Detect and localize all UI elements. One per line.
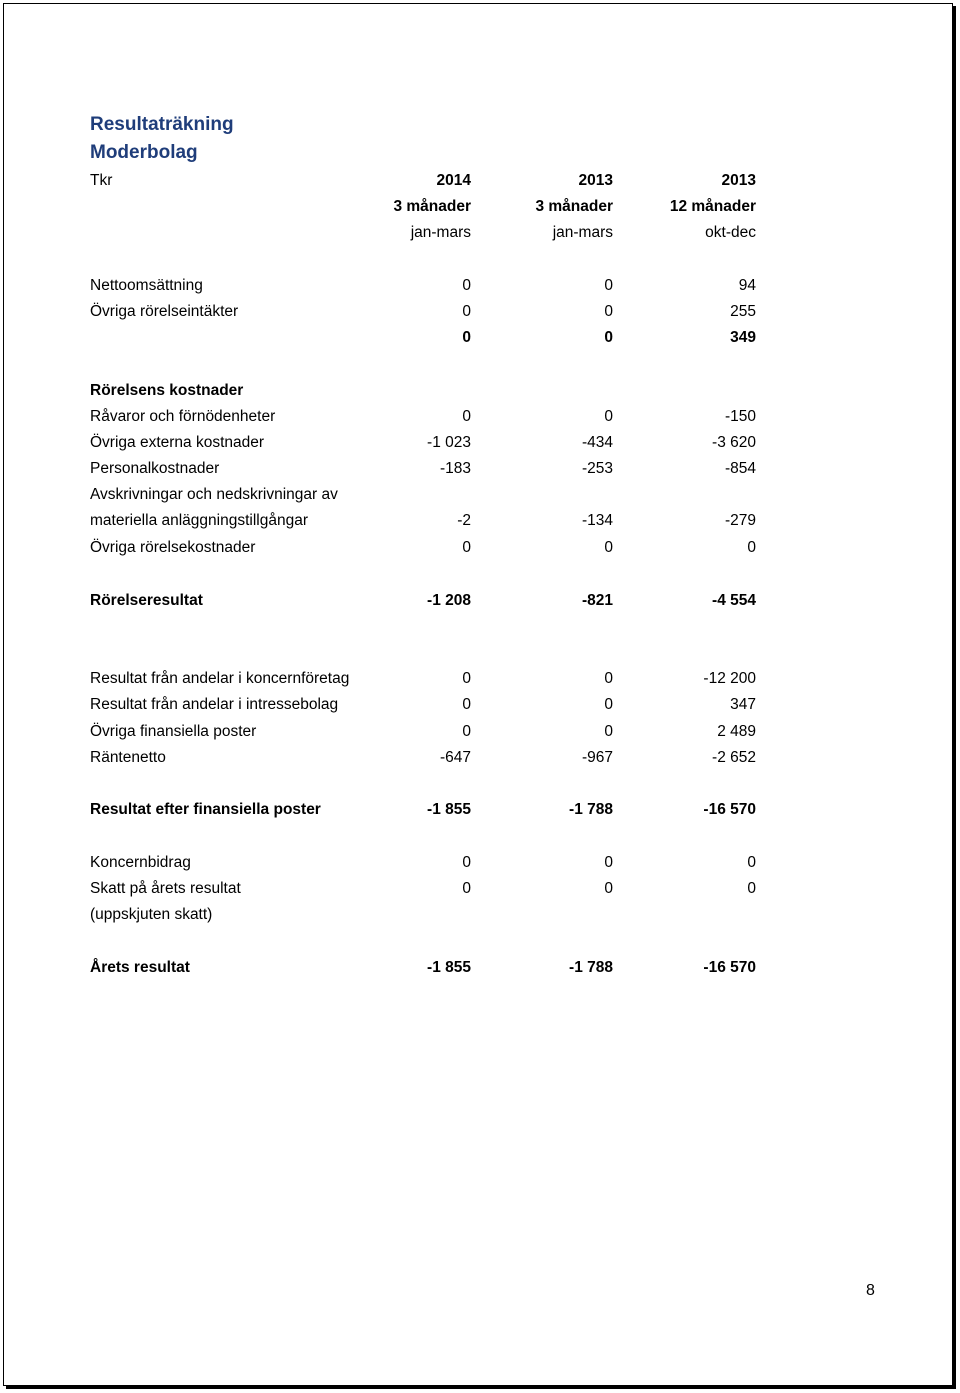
total-row xyxy=(90,797,756,823)
header-period-col3: okt-dec xyxy=(705,224,756,241)
row-value-col2: -967 xyxy=(581,749,613,766)
row-value-col1: -1 023 xyxy=(427,434,471,451)
row-label: Övriga finansiella poster xyxy=(90,723,257,740)
row-label: (uppskjuten skatt) xyxy=(90,906,213,923)
row-value-col1: -183 xyxy=(439,460,471,477)
row-value-col2: -434 xyxy=(581,434,613,451)
table-row xyxy=(90,719,756,745)
subtotal-row xyxy=(90,325,756,351)
row-value-col2: 0 xyxy=(604,408,613,425)
table-row xyxy=(90,692,756,718)
row-value-col2: -134 xyxy=(581,512,613,529)
row-value-col1: 0 xyxy=(462,880,471,897)
header-duration-col3: 12 månader xyxy=(669,198,756,215)
row-value-col3: 0 xyxy=(747,880,756,897)
row-label: Råvaror och förnödenheter xyxy=(90,408,276,425)
page-title: Resultaträkning xyxy=(90,114,234,135)
table-row xyxy=(90,482,756,508)
row-value-col3: 0 xyxy=(747,539,756,556)
page-number: 8 xyxy=(866,1282,875,1299)
row-value-col1: 0 xyxy=(462,408,471,425)
header-duration-col1: 3 månader xyxy=(393,198,471,215)
header-duration-row xyxy=(90,194,756,220)
unit-label: Tkr xyxy=(90,172,113,189)
row-label: Övriga rörelsekostnader xyxy=(90,539,256,556)
row-value-col2: -1 788 xyxy=(569,801,613,818)
row-value-col3: -3 620 xyxy=(712,434,756,451)
total-row xyxy=(90,955,756,981)
row-value-col3: 349 xyxy=(730,329,756,346)
row-label: Resultat efter finansiella poster xyxy=(90,801,321,818)
row-value-col1: -1 208 xyxy=(427,592,471,609)
table-row xyxy=(90,404,756,430)
row-value-col2: -1 788 xyxy=(569,959,613,976)
row-label: materiella anläggningstillgångar xyxy=(90,512,308,529)
table-row xyxy=(90,456,756,482)
row-label: Personalkostnader xyxy=(90,460,220,477)
row-value-col3: -16 570 xyxy=(703,801,756,818)
row-label: Övriga externa kostnader xyxy=(90,434,265,451)
row-label: Rörelsens kostnader xyxy=(90,382,244,399)
row-value-col2: 0 xyxy=(604,303,613,320)
header-duration-col2: 3 månader xyxy=(535,198,613,215)
table-row xyxy=(90,535,756,561)
header-year-col3: 2013 xyxy=(721,172,756,189)
row-label: Nettoomsättning xyxy=(90,277,203,294)
row-value-col2: 0 xyxy=(604,539,613,556)
row-value-col1: 0 xyxy=(462,303,471,320)
row-value-col1: -1 855 xyxy=(427,959,471,976)
header-period-row xyxy=(90,220,756,246)
row-value-col3: -279 xyxy=(724,512,756,529)
row-value-col1: 0 xyxy=(462,277,471,294)
row-value-col1: 0 xyxy=(462,539,471,556)
row-value-col3: 347 xyxy=(730,696,756,713)
row-value-col2: 0 xyxy=(604,723,613,740)
row-value-col3: -4 554 xyxy=(712,592,756,609)
row-value-col3: 0 xyxy=(747,854,756,871)
row-value-col1: 0 xyxy=(462,696,471,713)
table-row xyxy=(90,508,756,534)
row-label: Koncernbidrag xyxy=(90,854,191,871)
total-row xyxy=(90,588,756,614)
row-value-col2: 0 xyxy=(604,696,613,713)
row-label: Rörelseresultat xyxy=(90,592,203,609)
page-subtitle: Moderbolag xyxy=(90,142,198,163)
row-value-col1: -647 xyxy=(439,749,471,766)
row-value-col3: -2 652 xyxy=(712,749,756,766)
row-value-col1: 0 xyxy=(462,329,471,346)
section-heading xyxy=(90,378,756,404)
table-row xyxy=(90,666,756,692)
header-period-col1: jan-mars xyxy=(410,224,471,241)
row-value-col1: -2 xyxy=(457,512,471,529)
row-value-col2: 0 xyxy=(604,329,613,346)
row-value-col3: -150 xyxy=(724,408,756,425)
header-year-col1: 2014 xyxy=(436,172,471,189)
row-label: Resultat från andelar i intressebolag xyxy=(90,696,339,713)
row-value-col1: -1 855 xyxy=(427,801,471,818)
row-label: Räntenetto xyxy=(90,749,166,766)
row-label: Årets resultat xyxy=(90,959,190,976)
table-row xyxy=(90,299,756,325)
row-value-col3: -16 570 xyxy=(703,959,756,976)
table-row xyxy=(90,902,756,928)
row-label: Resultat från andelar i koncernföretag xyxy=(90,670,350,687)
row-value-col3: 255 xyxy=(730,303,756,320)
row-value-col3: -12 200 xyxy=(703,670,756,687)
row-value-col1: 0 xyxy=(462,854,471,871)
header-year-row xyxy=(90,168,756,194)
row-value-col2: -253 xyxy=(581,460,613,477)
row-label: Övriga rörelseintäkter xyxy=(90,303,239,320)
row-value-col2: -821 xyxy=(581,592,613,609)
row-value-col2: 0 xyxy=(604,854,613,871)
row-value-col3: -854 xyxy=(724,460,756,477)
row-value-col1: 0 xyxy=(462,723,471,740)
header-period-col2: jan-mars xyxy=(552,224,613,241)
row-value-col3: 2 489 xyxy=(717,723,756,740)
row-value-col2: 0 xyxy=(604,880,613,897)
row-value-col2: 0 xyxy=(604,670,613,687)
row-label: Skatt på årets resultat xyxy=(90,880,241,897)
header-year-col2: 2013 xyxy=(578,172,613,189)
table-row xyxy=(90,273,756,299)
table-row xyxy=(90,876,756,902)
row-value-col2: 0 xyxy=(604,277,613,294)
row-value-col1: 0 xyxy=(462,670,471,687)
table-row xyxy=(90,850,756,876)
table-row xyxy=(90,745,756,771)
row-value-col3: 94 xyxy=(738,277,756,294)
table-row xyxy=(90,430,756,456)
row-label: Avskrivningar och nedskrivningar av xyxy=(90,486,338,503)
